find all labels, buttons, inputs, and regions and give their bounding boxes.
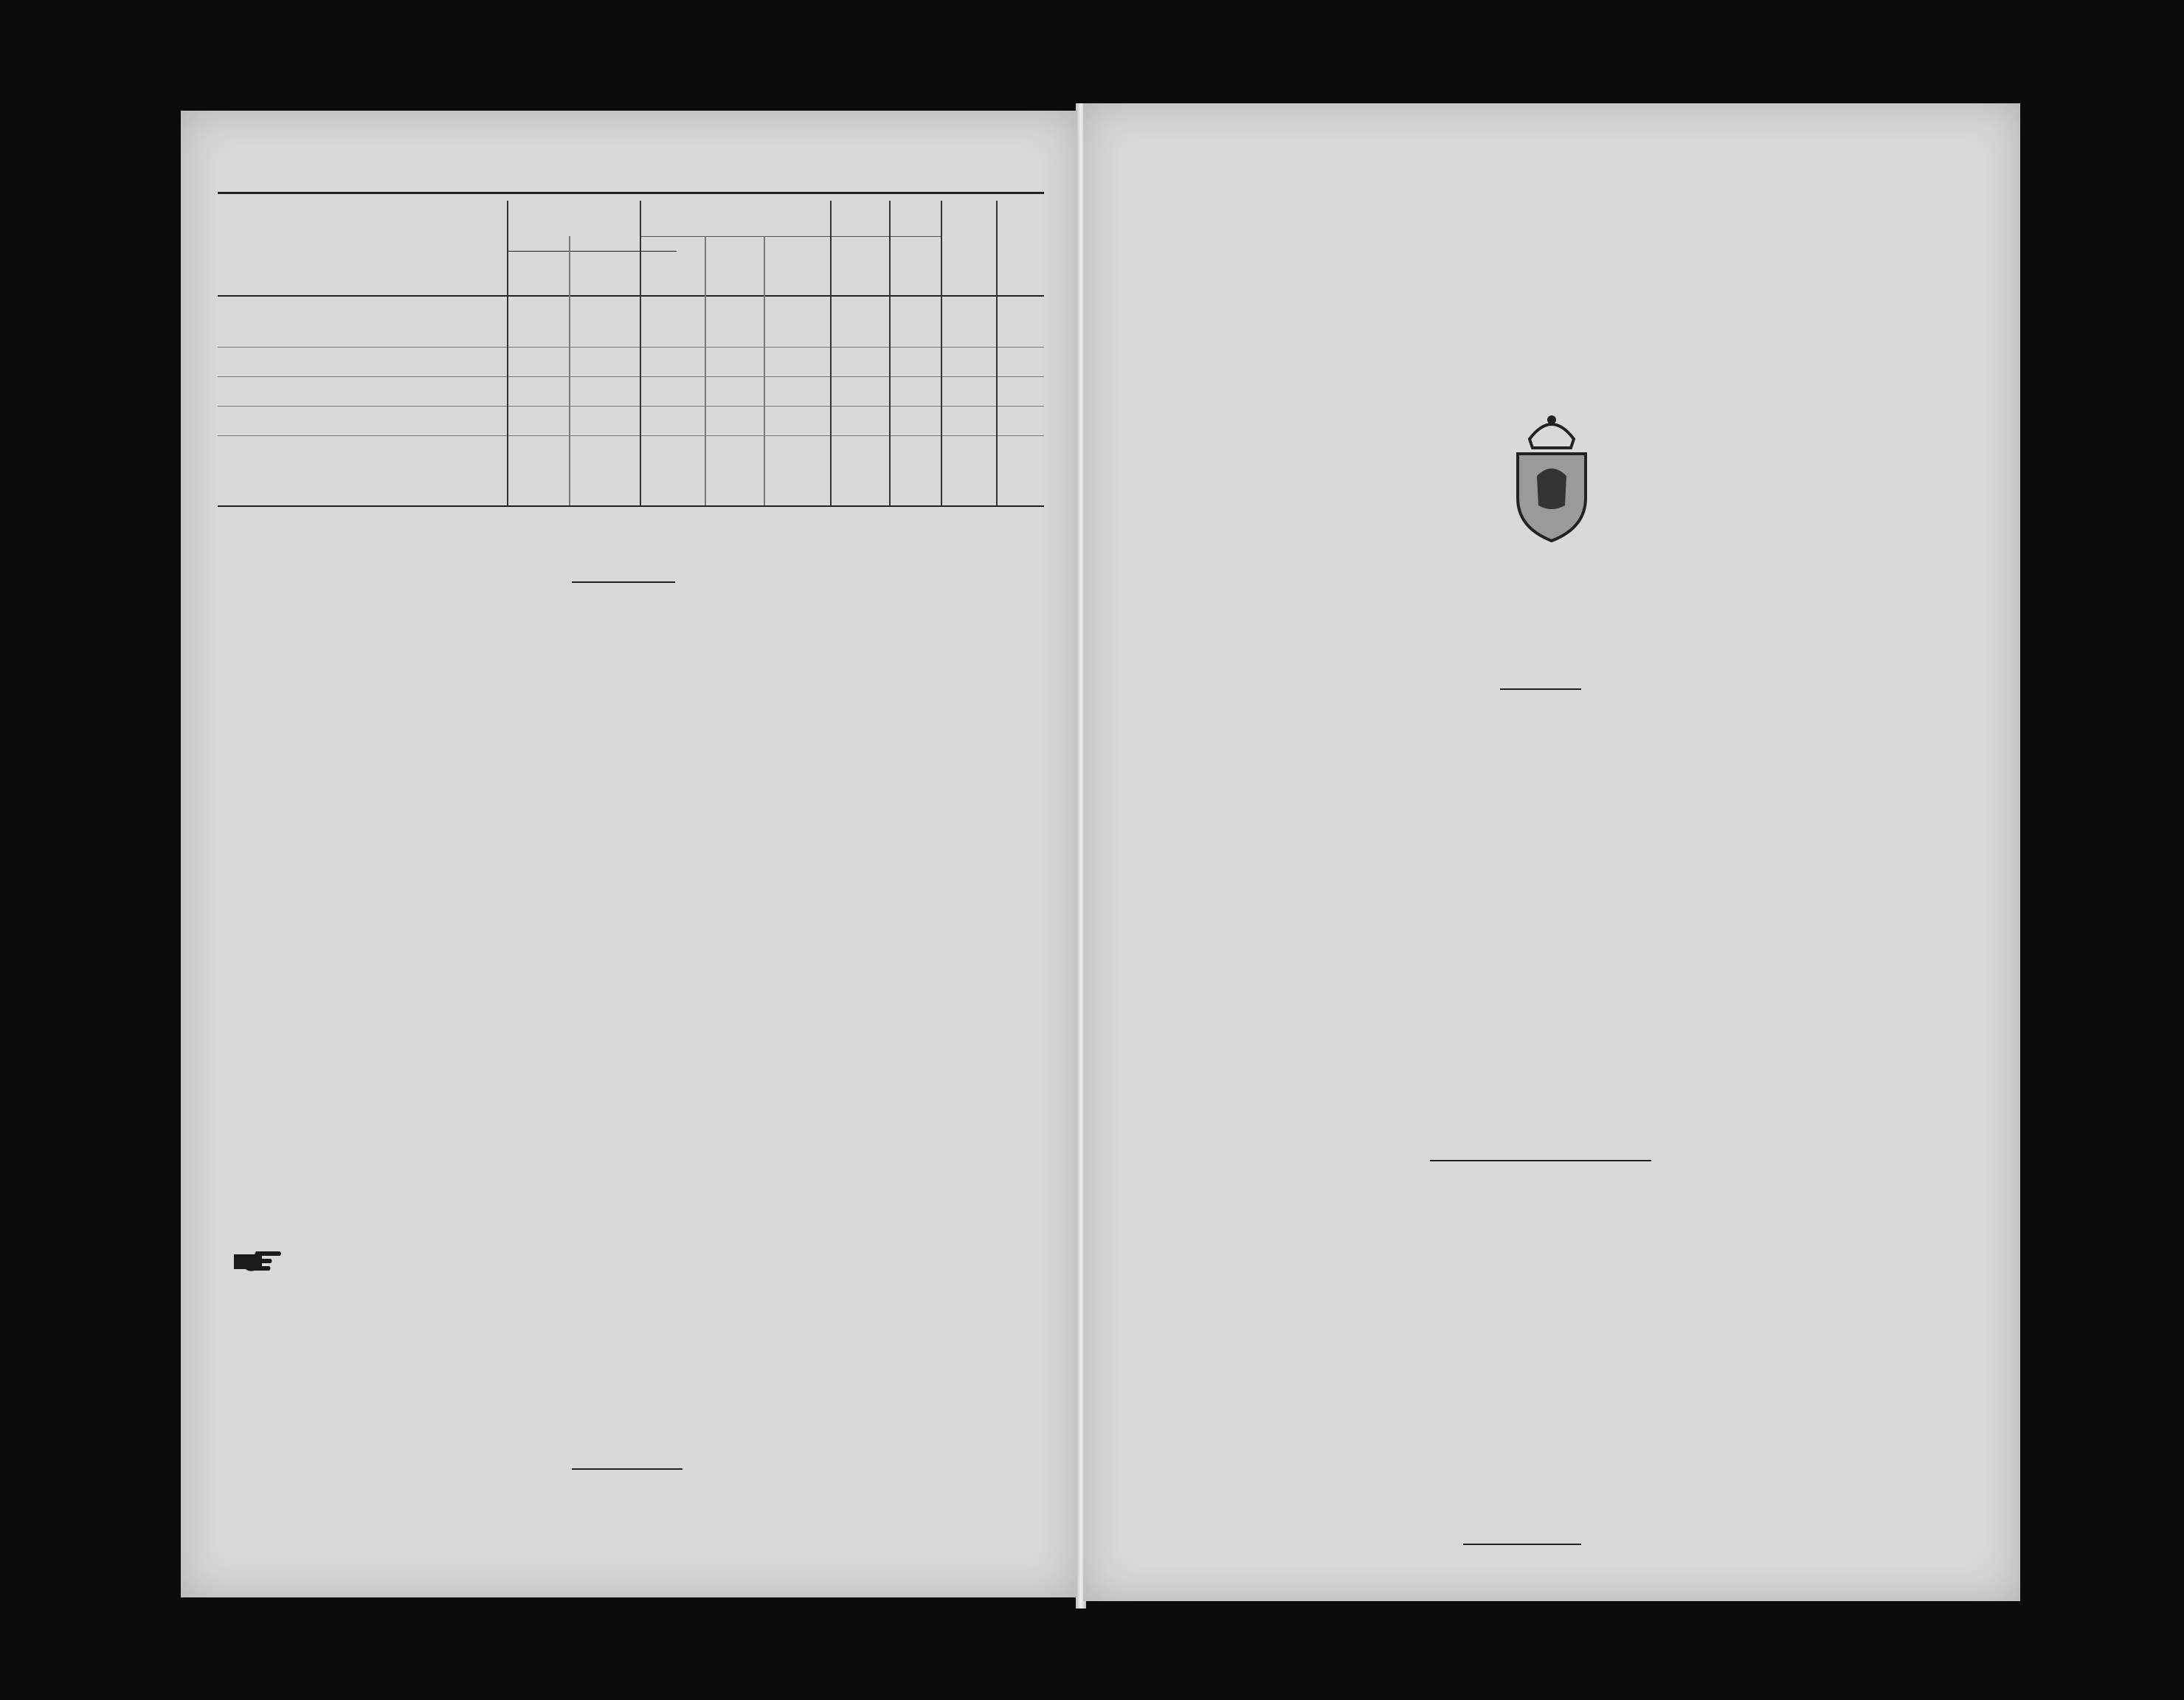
right-page bbox=[1083, 103, 2020, 1601]
divider bbox=[1500, 688, 1581, 690]
divider bbox=[572, 1468, 682, 1470]
coat-of-arms-icon bbox=[1507, 410, 1596, 542]
divider bbox=[1430, 1160, 1651, 1161]
left-page bbox=[181, 111, 1077, 1597]
district-line bbox=[1186, 601, 1279, 632]
matrikkel-line bbox=[1179, 987, 1245, 1017]
pointing-hand-icon bbox=[232, 1247, 284, 1276]
divider bbox=[1463, 1544, 1581, 1545]
divider bbox=[572, 581, 675, 583]
